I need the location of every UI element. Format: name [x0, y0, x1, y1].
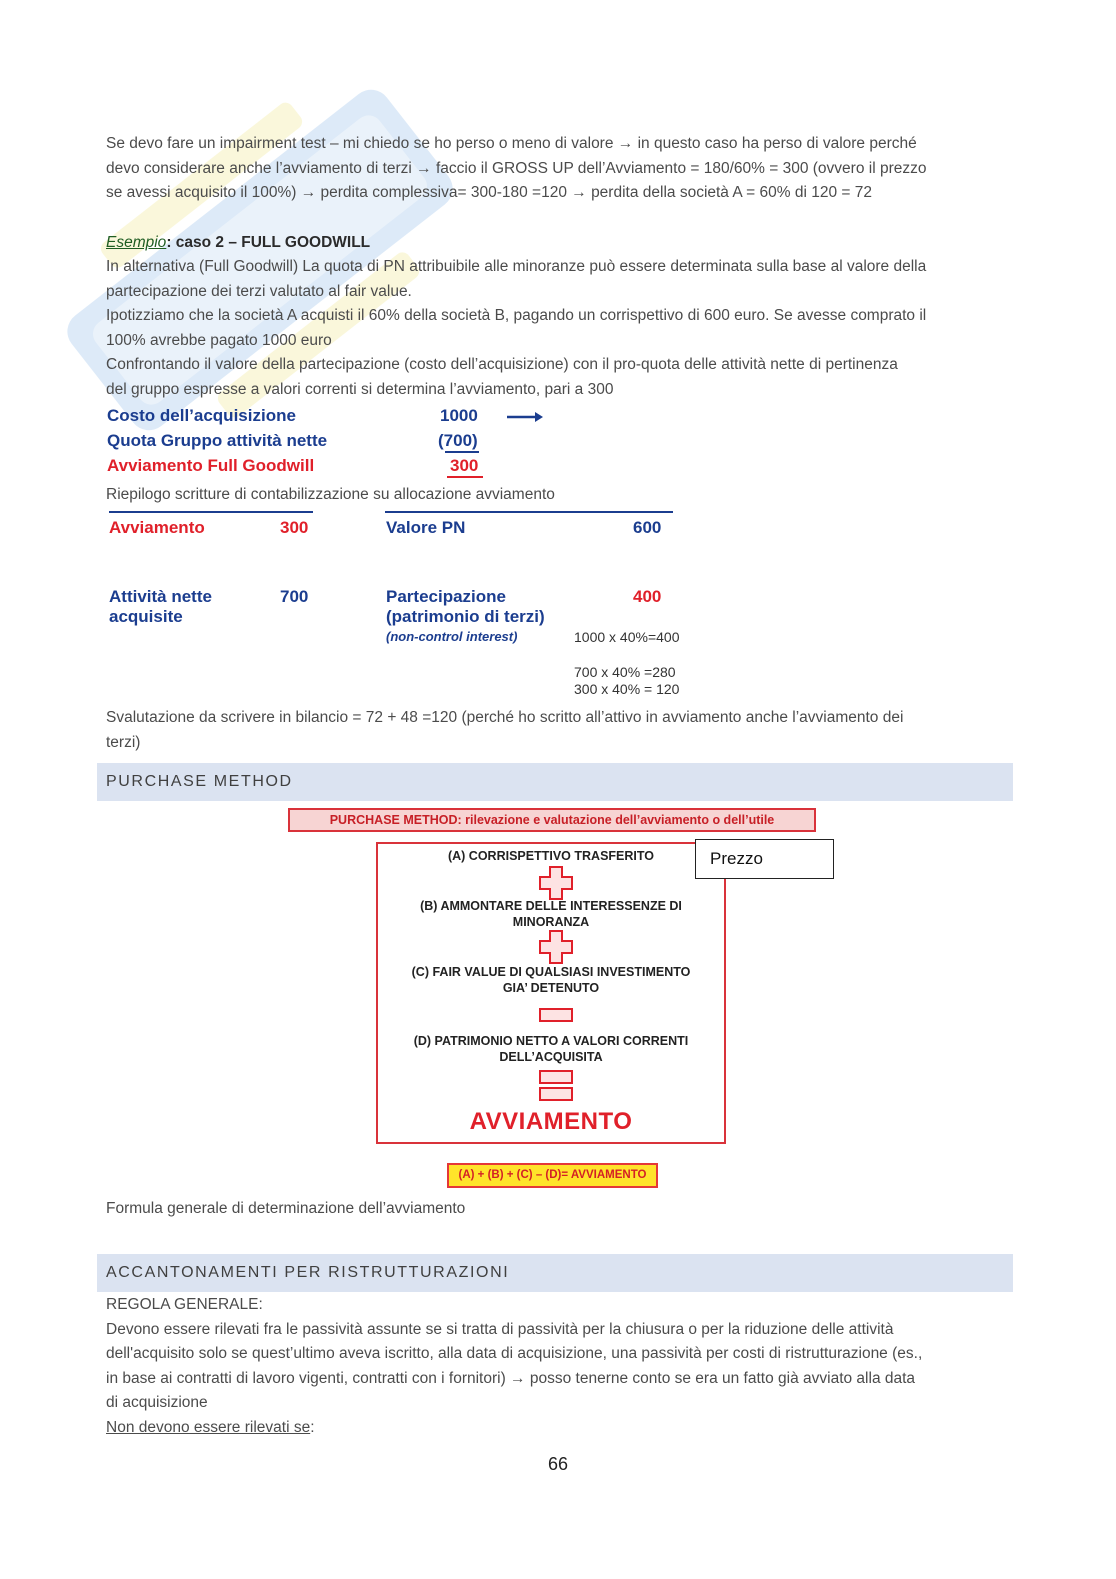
example-heading: [106, 231, 1006, 256]
calc-row-1-label: Costo dell’acquisizione: [107, 406, 296, 425]
calc-row-1-value: 1000: [440, 406, 478, 425]
ledger-valore-pn-value: 600: [633, 518, 662, 537]
ledger-partecipazione-value: 400: [633, 587, 662, 606]
example-line-3: Ipotizziamo che la società A acquisti il 60% della società B, pagando un corrispettivo di 600 euro. Se avesse comprato il: [106, 307, 927, 325]
regola-line-5-tail: :: [310, 1418, 315, 1436]
section-heading-purchase-method: PURCHASE METHOD: [97, 763, 1013, 801]
diagram-title: PURCHASE METHOD: rilevazione e valutazione dell’avviamento o dell’utile: [288, 808, 816, 832]
arrow-right-icon: [507, 411, 543, 423]
plus-icon: [539, 866, 573, 900]
ledger-attivita-label: [109, 587, 212, 627]
diagram-item-b: [378, 898, 724, 930]
regola-line-5-underlined: Non devono essere rilevati se: [106, 1418, 311, 1436]
calc-row-2-value: (700): [438, 431, 478, 450]
example-heading-em: Esempio: [106, 234, 167, 251]
equals-icon: [539, 1070, 573, 1102]
regola-line-1: Devono essere rilevati fra le passività assunte se si tratta di passività per la chiusura o per la riduzione delle attività: [106, 1320, 894, 1338]
minus-icon: [539, 1008, 573, 1022]
ledger-avviamento-label: Avviamento: [109, 518, 205, 537]
diagram-item-c: [378, 964, 724, 996]
riepilogo-caption: Riepilogo scritture di contabilizzazione su allocazione avviamento: [106, 486, 555, 503]
ledger-attivita-label-a: Attività nette: [109, 587, 212, 606]
calc-underline-1: [445, 451, 479, 453]
diagram-item-d-line1: (D) PATRIMONIO NETTO A VALORI CORRENTI: [413, 1034, 689, 1048]
ledger-note-3: 300 x 40% = 120: [574, 681, 680, 697]
ledger-right-rule: [385, 511, 673, 513]
svalutazione-line-2: terzi): [106, 733, 141, 751]
example-line-1: In alternativa (Full Goodwill) La quota di PN attribuibile alle minoranze può essere determinata sulla base al valore della: [106, 258, 927, 275]
intro-line-3: se avessi acquisito il 100%) → perdita complessiva= 300-180 =120 → perdita della società A = 60% di 120 = 72: [106, 184, 872, 202]
example-paragraph: [106, 255, 1006, 403]
section-heading-accantonamenti: ACCANTONAMENTI PER RISTRUTTURAZIONI: [97, 1254, 1013, 1292]
diagram-item-d: [378, 1033, 724, 1065]
ledger-partecipazione-label-c: (non-control interest): [386, 629, 518, 644]
regola-line-5: [106, 1416, 1006, 1441]
regola-title: REGOLA GENERALE:: [106, 1296, 263, 1313]
prezzo-callout: Prezzo: [695, 839, 834, 879]
ledger-note-2: 700 x 40% =280: [574, 664, 676, 680]
page-number: 66: [547, 1454, 569, 1474]
intro-line-1: Se devo fare un impairment test – mi chiedo se ho perso o meno di valore → in questo caso ha perso di valore perché: [106, 135, 917, 152]
diagram-item-b-line2: MINORANZA: [512, 915, 590, 929]
purchase-method-diagram: [376, 842, 726, 1144]
ledger-attivita-value: 700: [280, 587, 309, 606]
example-line-5: Confrontando il valore della partecipazione (costo dell’acquisizione) con il pro-quota delle attività nette di pertinenza: [106, 356, 898, 374]
ledger-valore-pn-label: Valore PN: [386, 518, 466, 537]
calc-row-2-label: Quota Gruppo attività nette: [107, 431, 328, 450]
ledger-partecipazione-label: [386, 587, 545, 647]
ledger-avviamento-value: 300: [280, 518, 309, 537]
example-line-4: 100% avrebbe pagato 1000 euro: [106, 331, 332, 349]
formula-box: (A) + (B) + (C) – (D)= AVVIAMENTO: [447, 1163, 658, 1188]
plus-icon: [539, 930, 573, 964]
calc-underline-2: [447, 476, 483, 478]
ledger-partecipazione-label-b: (patrimonio di terzi): [386, 607, 545, 626]
ledger-partecipazione-label-a: Partecipazione: [386, 587, 506, 606]
calc-row-3-value: 300: [450, 456, 479, 475]
ledger-attivita-label-b: acquisite: [109, 607, 183, 626]
diagram-result: AVVIAMENTO: [469, 1108, 633, 1135]
example-line-6: del gruppo espresse a valori correnti si determina l’avviamento, pari a 300: [106, 380, 614, 398]
regola-line-2: dell'acquisito solo se quest’ultimo aveva iscritto, alla data di acquisizione, una passività per costi di ristrutturazione (es.,: [106, 1345, 923, 1363]
intro-line-2: devo considerare anche l’avviamento di terzi → faccio il GROSS UP dell’Avviamento = 180/60% = 300 (ovvero il prezzo: [106, 159, 927, 177]
svalutazione-paragraph: [106, 706, 1006, 755]
regola-line-3: in base ai contratti di lavoro vigenti, contratti con i fornitori) → posso tenerne conto se era un fatto già avviato alla data: [106, 1369, 916, 1387]
diagram-item-c-line1: (C) FAIR VALUE DI QUALSIASI INVESTIMENTO: [411, 965, 691, 979]
formula-caption: Formula generale di determinazione dell’avviamento: [106, 1200, 466, 1217]
calc-row-3-label: Avviamento Full Goodwill: [107, 456, 315, 475]
diagram-item-d-line2: DELL’ACQUISITA: [499, 1050, 603, 1064]
diagram-item-b-line1: (B) AMMONTARE DELLE INTERESSENZE DI: [420, 899, 682, 913]
regola-line-4: di acquisizione: [106, 1394, 208, 1412]
diagram-item-a: (A) CORRISPETTIVO TRASFERITO: [447, 849, 655, 863]
example-line-2: partecipazione dei terzi valutato al fair value.: [106, 282, 412, 300]
example-heading-rest: : caso 2 – FULL GOODWILL: [166, 234, 371, 251]
ledger-note-1: 1000 x 40%=400: [574, 629, 680, 645]
diagram-item-c-line2: GIA’ DETENUTO: [502, 981, 600, 995]
intro-paragraph: [106, 132, 1006, 206]
ledger-left-rule: [109, 511, 313, 513]
regola-paragraph: [106, 1293, 1006, 1441]
svalutazione-line-1: Svalutazione da scrivere in bilancio = 72 + 48 =120 (perché ho scritto all’attivo in avviamento anche l’avviamento dei: [106, 709, 904, 726]
